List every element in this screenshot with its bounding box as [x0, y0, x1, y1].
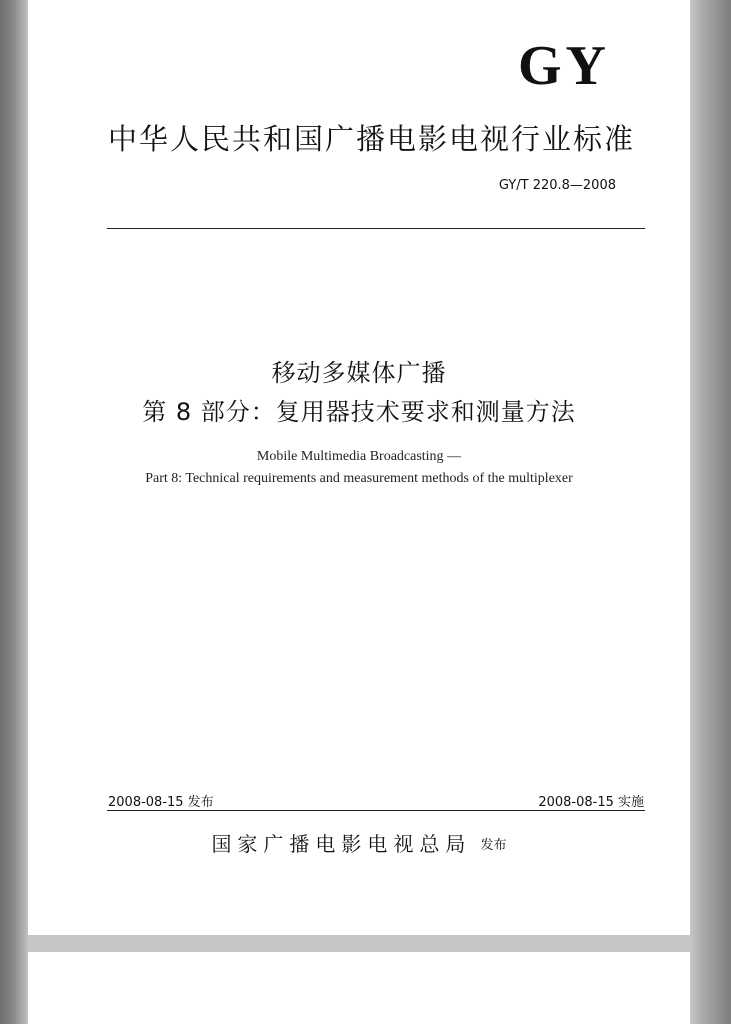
standard-name: 中华人民共和国广播电影电视行业标准	[108, 122, 636, 156]
title-en-line2: Part 8: Technical requirements and measurement methods of the multiplexer	[145, 471, 573, 486]
publish-date: 2008-08-15 发布	[108, 795, 214, 810]
implement-date: 2008-08-15 实施	[538, 795, 644, 810]
document-page	[28, 0, 690, 935]
standard-code: GY/T 220.8—2008	[498, 178, 616, 193]
publisher-name: 国家广播电影电视总局	[211, 832, 472, 856]
next-page	[28, 952, 690, 1024]
publisher-line	[28, 828, 690, 857]
bottom-divider	[107, 810, 645, 811]
publish-label: 发布	[480, 838, 507, 853]
title-zh-line2: 第 8 部分：复用器技术要求和测量方法	[142, 398, 576, 426]
title-en-line1: Mobile Multimedia Broadcasting —	[256, 449, 462, 464]
title-zh-line1: 移动多媒体广播	[271, 359, 447, 387]
gy-logo: GY	[518, 35, 610, 97]
top-divider	[107, 228, 645, 229]
